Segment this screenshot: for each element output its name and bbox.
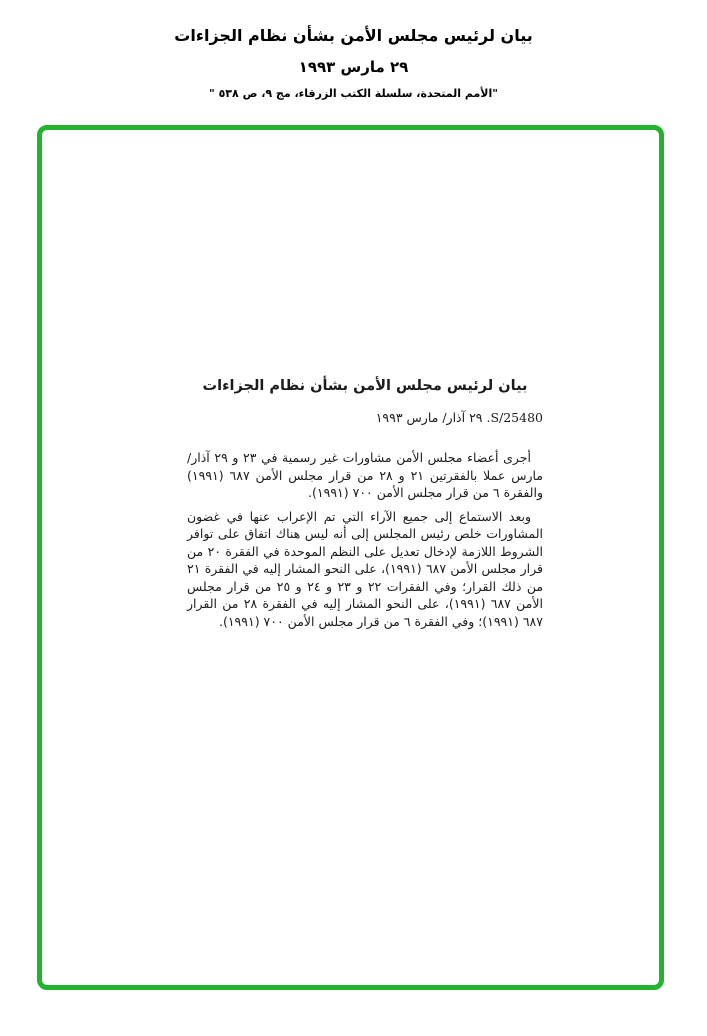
statement-paragraph-1: أجرى أعضاء مجلس الأمن مشاورات غير رسمية في ٢٣ و ٢٩ آذار/ مارس عملا بالفقرتين ٢١ و ٢٨ من قرار مجلس الأمن ٦٨٧ (١٩٩١) والفقرة ٦ من قرار مجلس الأمن ٧٠٠ (١٩٩١). bbox=[187, 450, 543, 500]
page-date: ٢٩ مارس ١٩٩٣ bbox=[298, 58, 409, 76]
statement-title: بيان لرئيس مجلس الأمن بشأن نظام الجزاءات bbox=[202, 378, 528, 394]
scanned-page-frame bbox=[37, 125, 664, 990]
page-title: بيان لرئيس مجلس الأمن بشأن نظام الجزاءات bbox=[174, 26, 533, 45]
page-header bbox=[0, 24, 707, 102]
scanned-page-content bbox=[187, 376, 543, 630]
statement-paragraph-2: وبعد الاستماع إلى جميع الآراء التي تم الإعراب عنها في غضون المشاورات خلص رئيس المجلس إلى أنه ليس هناك اتفاق على توافر الشروط اللازمة لإدخال تعديل على النظم الموحدة في الفقرة ٢٠ من قرار مجلس الأمن ٦٨٧ (١٩٩١)، على النحو المشار إليه في الفقرة ٢١ من ذلك القرار؛ وفي الفقرات ٢٢ و ٢٣ و ٢٤ و ٢٥ من قرار مجلس الأمن ٦٨٧ (١٩٩١)، على النحو المشار إليه في الفقرة ٢٨ من القرار ٦٨٧ (١٩٩١)؛ وفي الفقرة ٦ من قرار مجلس الأمن ٧٠٠ (١٩٩١). bbox=[187, 508, 544, 629]
document-symbol-date-line: S/25480. ٢٩ آذار/ مارس ١٩٩٣ bbox=[375, 410, 543, 425]
page-source-citation: "الأمم المتحدة، سلسلة الكتب الزرقاء، مج ٩، ص ٥٣٨ " bbox=[209, 87, 498, 100]
